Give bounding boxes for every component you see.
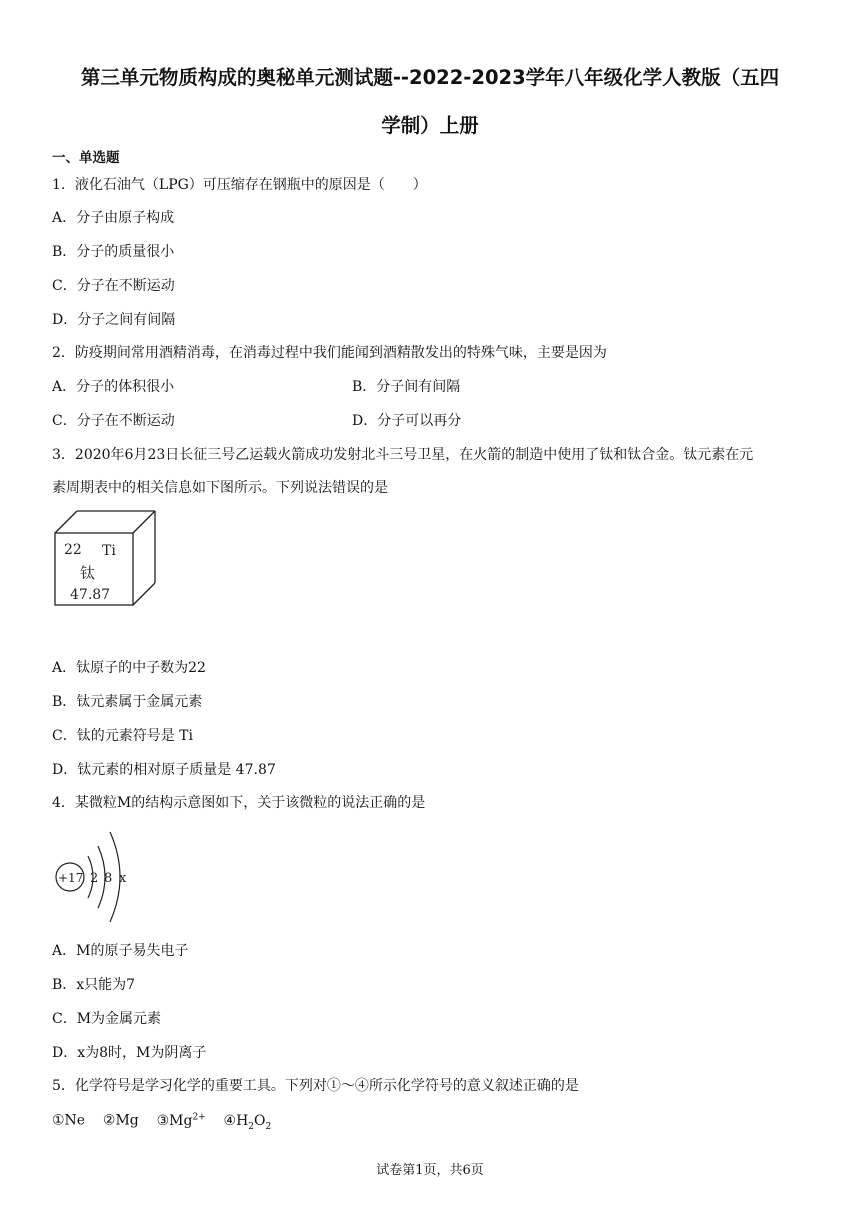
symbol-1: ①Ne bbox=[52, 1112, 86, 1129]
q4-option-d: D．x为8时，M为阴离子 bbox=[52, 1045, 207, 1061]
nucleus-charge: +17 bbox=[58, 871, 84, 885]
page-footer: 试卷第1页，共6页 bbox=[376, 1163, 484, 1178]
shell3-electrons: x bbox=[119, 871, 127, 886]
q1-option-c: C．分子在不断运动 bbox=[52, 278, 175, 294]
q3-option-a: A．钛原子的中子数为22 bbox=[52, 660, 206, 676]
q2-option-c: C．分子在不断运动 bbox=[52, 413, 175, 429]
element-name: 钛 bbox=[80, 564, 96, 582]
q5-symbols bbox=[52, 1112, 271, 1131]
q1-stem: 1．液化石油气（LPG）可压缩存在钢瓶中的原因是（ ） bbox=[52, 177, 427, 193]
element-symbol: Ti bbox=[102, 543, 116, 559]
symbol-3: $③Mg^{2+}$ bbox=[156, 1112, 206, 1129]
exam-title-line2: 学制）上册 bbox=[381, 114, 479, 137]
q4-option-a: A．M的原子易失电子 bbox=[52, 943, 189, 959]
element-cell-figure bbox=[52, 508, 162, 608]
q2-stem: 2．防疫期间常用酒精消毒，在消毒过程中我们能闻到酒精散发出的特殊气味，主要是因为 bbox=[52, 345, 607, 361]
q1-option-d: D．分子之间有间隔 bbox=[52, 312, 176, 328]
symbol-2: ②Mg bbox=[102, 1112, 139, 1129]
symbol-4: $④H_2O_2$ bbox=[223, 1112, 272, 1132]
q4-option-b: B．x只能为7 bbox=[52, 977, 136, 993]
q3-stem-line2: 素周期表中的相关信息如下图所示。下列说法错误的是 bbox=[52, 480, 388, 496]
shell1-electrons: 2 bbox=[90, 871, 99, 886]
q3-option-d: D．钛元素的相对原子质量是 47.87 bbox=[52, 762, 276, 778]
q3-stem-line1: 3．2020年6月23日长征三号乙运载火箭成功发射北斗三号卫星，在火箭的制造中使用了钛和钛合金。钛元素在元 bbox=[52, 447, 754, 463]
q3-option-c: C．钛的元素符号是 Ti bbox=[52, 728, 193, 744]
q2-option-d: D．分子可以再分 bbox=[352, 413, 462, 429]
q5-stem: 5．化学符号是学习化学的重要工具。下列对①～④所示化学符号的意义叙述正确的是 bbox=[52, 1078, 579, 1094]
atomic-structure-diagram bbox=[52, 824, 142, 924]
shell2-electrons: 8 bbox=[104, 871, 113, 886]
q1-option-a: A．分子由原子构成 bbox=[52, 210, 175, 226]
q1-option-b: B．分子的质量很小 bbox=[52, 244, 175, 260]
q3-option-b: B．钛元素属于金属元素 bbox=[52, 694, 203, 710]
q2-option-b: B．分子间有间隔 bbox=[352, 379, 461, 395]
exam-title-line1: 第三单元物质构成的奥秘单元测试题--2022-2023学年八年级化学人教版（五四 bbox=[80, 66, 780, 89]
q2-option-a: A．分子的体积很小 bbox=[52, 379, 175, 395]
element-atomic-number: 22 bbox=[64, 542, 82, 558]
element-mass: 47.87 bbox=[70, 587, 111, 603]
q4-option-c: C．M为金属元素 bbox=[52, 1011, 162, 1027]
section-heading: 一、单选题 bbox=[52, 150, 120, 166]
q4-stem: 4．某微粒M的结构示意图如下，关于该微粒的说法正确的是 bbox=[52, 795, 426, 811]
